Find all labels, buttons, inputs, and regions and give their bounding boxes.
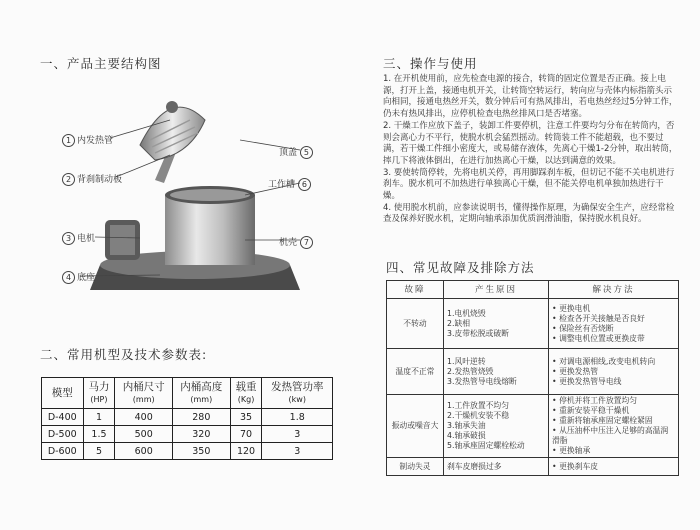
label-heating-tube: 1 内发热管 [62,133,113,147]
section2-title: 二、常用机型及技术参数表: [40,347,208,362]
table-row: 制动失灵 刹车皮磨损过多 • 更换刹车皮 [387,458,679,476]
label-top-lid: 顶盖 5 [279,145,315,159]
spec-header: 内桶高度 (mm) [173,378,231,409]
spec-header: 载重 (Kg) [230,378,262,409]
label-base: 4 底座 [62,270,95,284]
spec-header: 模型 [42,378,84,409]
list-item: 4. 使用脱水机前，应参读说明书，懂得操作原理，为确保安全生产，应经常检查及保养好脱水机，定期向轴承添加优质润滑油脂，保持脱水机良好。 [383,202,675,225]
list-item: 3. 要使转筒停转，先将电机关停，再用脚踩刹车板，但切记不能不关电机进行刹车。脱水机可不加热进行单独离心干燥，但不能关停电机单独加热进行干燥。 [383,167,675,202]
table-row: 温度不正常 1.风叶逆转 2.发热管烧毁 3.发热管导电线熔断 • 对调电源相线,改变电机转向 • 更换发热管 • 更换发热管导电线 [387,349,679,395]
spec-header: 发热管功率 (kw) [262,378,333,409]
spec-table [41,377,333,460]
list-item: 2. 干燥工作应放下盖子，装卸工件要停机，注意工件要均匀分布在转筒内，否则会离心力不平行，使脱水机会猛烈摇动。转筒装工件不能超载，也不要过满，若干燥工件细小密度大，或易储存液体，先离心干燥1-2分钟，取出转筒，摔几下将液体倒出，在进行加热离心干燥，以达到满意的效果。 [383,120,678,166]
label-casing: 机壳 7 [279,235,315,249]
operations-list [383,74,679,226]
spec-header: 马力 (HP) [83,378,115,409]
spec-header: 内桶尺寸 (mm) [115,378,173,409]
table-row: 不转动 1.电机烧毁 2.缺相 3.皮带松脱或破断 • 更换电机 • 检查各开关接触是否良好 • 保险丝有否烧断 • 调整电机位置或更换皮带 [387,299,679,349]
table-row: D-500 1.5 500 320 70 3 [42,426,333,443]
fault-header-row: 故障 产生原因 解决方法 [387,281,679,299]
section1-title: 一、产品主要结构图 [40,56,162,71]
section4-title: 四、常见故障及排除方法 [386,260,535,275]
label-brake-plate: 2 背刹制动板 [62,172,122,186]
table-row: D-400 1 400 280 35 1.8 [42,409,333,426]
spec-header-row [42,378,333,409]
label-motor: 3 电机 [62,231,95,245]
section3-title: 三、操作与使用 [383,56,478,71]
table-row: D-600 5 600 350 120 3 [42,443,333,460]
list-item: 1. 在开机使用前，应先检查电源的接合，转筒的固定位置是否正确。接上电源，打开上盖，接通电机开关，让转筒空转运行，转向应与壳体内标指箭头示向相同，接通电热丝开关，数分钟后可有热风排出，若电热丝经过5分钟工作，仍未有热风排出，应停机检查电热丝排风口是否堵塞。 [383,74,678,120]
fault-table [386,280,679,476]
table-row: 振动或噪音大 1.工件放置不均匀 2.干燥机安装不稳 3.轴承失油 4.轴承破损 5.轴承座固定螺栓松动 • 停机并将工件放置均匀 • 重新安装平稳干燥机 • 重新将轴承座固定螺栓紧固 • 从压油杯中压注入足够的高温润滑脂 • 更换轴承 [387,395,679,458]
label-work-tank: 工作槽 6 [268,177,313,191]
